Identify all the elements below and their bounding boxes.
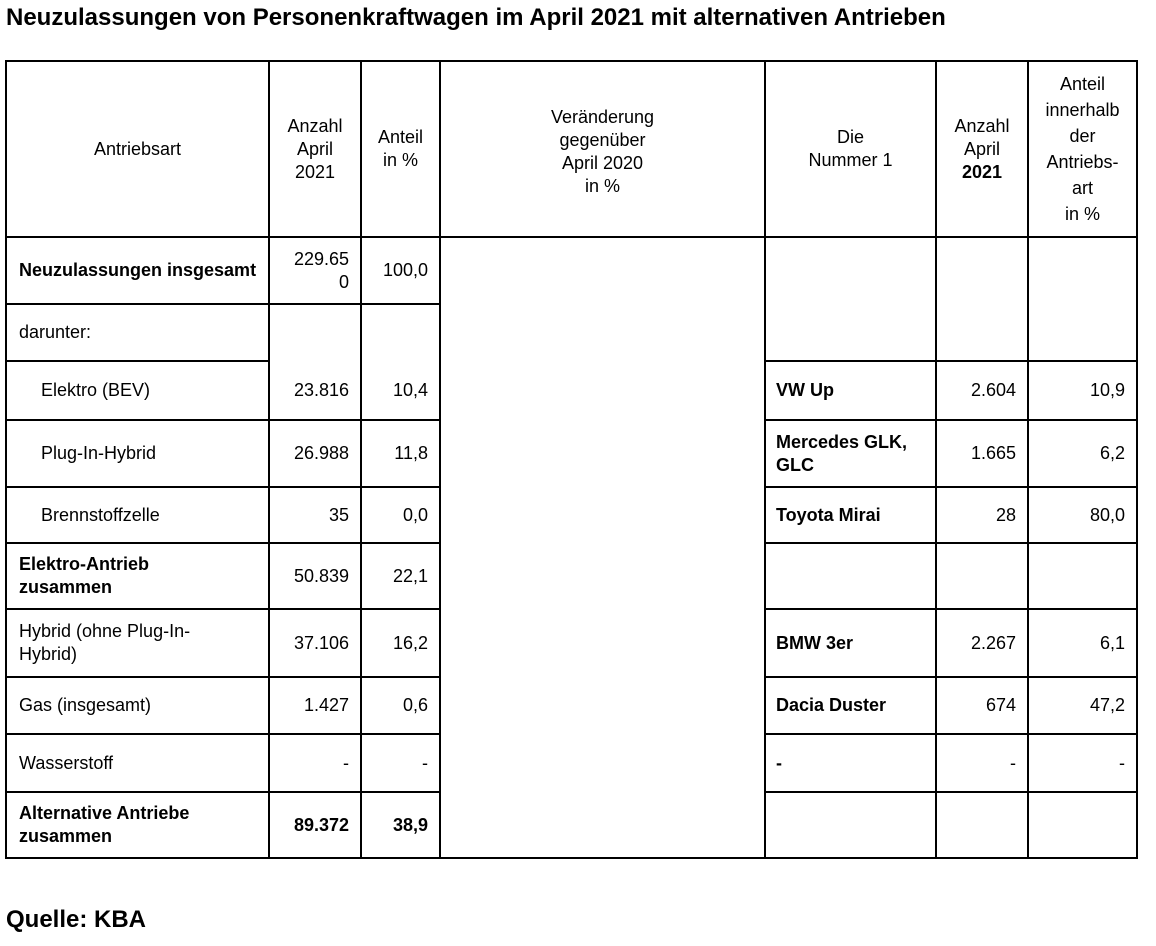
header-model-anteil: Anteil innerhalb der Antriebs- art in % [1045, 74, 1120, 224]
header-anteil: Anteil in % [377, 127, 424, 170]
row-model-anzahl: 2.604 [970, 380, 1016, 400]
row-model-anteil: 80,0 [1089, 504, 1125, 525]
row-anteil: 0,0 [402, 504, 428, 525]
row-divider [764, 791, 1138, 793]
row-anzahl: 35 [328, 504, 349, 525]
row-anzahl: 26.988 [293, 443, 349, 463]
row-model: Toyota Mirai [776, 504, 881, 525]
row-model-anzahl: 674 [985, 695, 1016, 715]
row-label: Elektro (BEV) [41, 380, 151, 400]
row-model: Dacia Duster [776, 695, 887, 715]
row-model-anteil: 6,2 [1099, 443, 1125, 463]
row-anteil: - [422, 752, 428, 773]
page-title: Neuzulassungen von Personenkraftwagen im April 2021 mit alternativen Antrieben [6, 4, 946, 31]
row-anzahl: 23.816 [293, 380, 349, 400]
row-model: BMW 3er [776, 632, 854, 653]
row-label: darunter: [19, 322, 92, 342]
row-model-anteil: 6,1 [1099, 632, 1125, 653]
row-model-anzahl: 28 [995, 504, 1016, 525]
row-anzahl: - [343, 752, 349, 773]
row-anzahl: 37.106 [293, 632, 349, 653]
row-model-anzahl: 1.665 [970, 443, 1016, 463]
row-model-anteil: 10,9 [1089, 380, 1125, 400]
row-anteil: 22,1 [392, 565, 428, 586]
registrations-table [5, 60, 1138, 859]
header-nummer-1: Die Nummer 1 [808, 127, 893, 170]
source-note: Quelle: KBA [6, 906, 147, 933]
row-anzahl: 1.427 [303, 695, 349, 715]
row-label: Wasserstoff [19, 752, 114, 773]
row-model-anteil: 47,2 [1089, 695, 1125, 715]
row-model-anzahl: 2.267 [970, 632, 1016, 653]
row-model: - [776, 752, 782, 773]
row-label: Brennstoffzelle [41, 504, 160, 525]
row-anzahl: 89.372 [293, 814, 349, 835]
header-anzahl: Anzahl April 2021 [287, 115, 343, 182]
row-label: Neuzulassungen insgesamt [19, 260, 257, 280]
row-anteil: 11,8 [394, 443, 428, 463]
row-label: Elektro-Antrieb zusammen [19, 554, 150, 597]
row-anteil: 16,2 [392, 632, 428, 653]
row-label: Gas (insgesamt) [19, 695, 152, 715]
header-model-anzahl-year: 2021 [961, 161, 1003, 182]
row-anteil: 100,0 [382, 260, 428, 280]
row-anzahl: 50.839 [293, 565, 349, 586]
row-label: Hybrid (ohne Plug-In-Hybrid) [19, 621, 191, 664]
row-model-anzahl: - [1010, 752, 1016, 773]
row-divider [764, 542, 1138, 544]
table-border-bottom [5, 857, 1138, 859]
row-anteil: 0,6 [402, 695, 428, 715]
row-model-anteil: - [1119, 752, 1125, 773]
header-antriebsart: Antriebsart [93, 138, 182, 159]
row-model: VW Up [776, 380, 834, 400]
row-label: Plug-In-Hybrid [41, 443, 157, 463]
table-border-right [1136, 60, 1138, 859]
header-veraenderung: Veränderung gegenüber April 2020 in % [550, 107, 655, 196]
row-anzahl: 229.650 [293, 248, 349, 292]
row-anteil: 38,9 [392, 814, 428, 835]
header-model-anzahl-top: Anzahl April [954, 115, 1010, 159]
row-anteil: 10,4 [392, 380, 428, 400]
row-model: Mercedes GLK, GLC [776, 431, 908, 475]
row-label: Alternative Antriebe zusammen [19, 803, 190, 846]
header-model-anzahl [937, 62, 1027, 236]
